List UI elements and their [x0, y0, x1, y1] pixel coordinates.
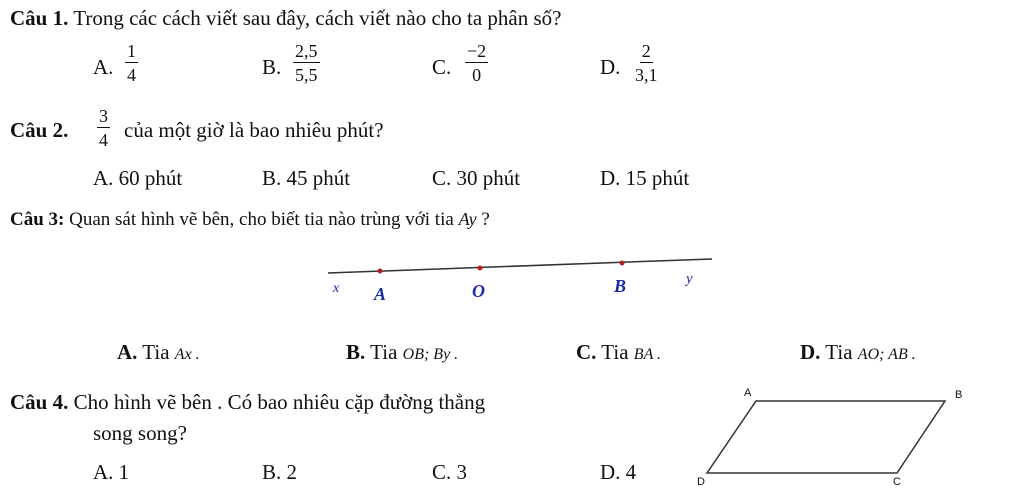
- fraction-numerator: 3: [99, 106, 108, 126]
- q3-fig-b-label: B: [614, 276, 627, 296]
- q3-option-c-letter: C.: [576, 340, 597, 364]
- q3-ray: Ay: [458, 209, 477, 229]
- q3-fig-a-label: A: [374, 284, 387, 304]
- q4-label: Câu 4.: [10, 390, 69, 414]
- q3-label: Câu 3:: [10, 209, 65, 230]
- q3-option-b-word: Tia: [370, 340, 398, 364]
- q4-parallelogram: [707, 401, 945, 473]
- q3-option-c-answer: BA .: [633, 346, 662, 363]
- fraction-numerator: −2: [467, 41, 487, 61]
- q2-label: Câu 2.: [10, 118, 69, 142]
- q1-label: Câu 1.: [10, 6, 69, 30]
- q4-fig-c-label: C: [893, 476, 901, 488]
- q4-fig-a-label: A: [744, 387, 752, 399]
- q3-qmark: ?: [481, 209, 490, 230]
- q3-fig-x-label: x: [333, 281, 340, 296]
- q2-option-d: D. 15 phút: [600, 166, 690, 190]
- fraction-numerator: 2: [641, 41, 651, 61]
- q3-option-d-word: Tia: [825, 340, 853, 364]
- fraction-denominator: 3,1: [635, 65, 658, 85]
- q4-option-a: A. 1: [93, 460, 130, 484]
- q1-option-d-letter: D.: [600, 55, 621, 79]
- fraction-numerator: 2,5: [295, 41, 318, 61]
- q4-option-d: D. 4: [600, 460, 637, 484]
- q4-fig-b-label: B: [955, 389, 963, 401]
- fraction-denominator: 4: [99, 130, 108, 150]
- q4-option-c: C. 3: [432, 460, 468, 484]
- q4-fig-d-label: D: [697, 476, 705, 488]
- q3-option-a-answer: Ax .: [174, 346, 200, 363]
- q3-option-c-word: Tia: [601, 340, 629, 364]
- fraction-denominator: 5,5: [295, 65, 318, 85]
- q3-fig-o-label: O: [472, 281, 485, 301]
- q3-option-d-answer: AO; AB .: [857, 346, 916, 363]
- q4-option-b: B. 2: [262, 460, 298, 484]
- q1-option-c-letter: C.: [432, 55, 452, 79]
- q2-option-b: B. 45 phút: [262, 166, 351, 190]
- fraction-numerator: 1: [127, 41, 136, 61]
- q1-option-b-letter: B.: [262, 55, 282, 79]
- q2-option-a: A. 60 phút: [93, 166, 183, 190]
- q3-option-a-word: Tia: [142, 340, 170, 364]
- q2-option-c: C. 30 phút: [432, 166, 521, 190]
- q4-text-line2: song song?: [93, 421, 187, 445]
- fraction-denominator: 0: [472, 65, 482, 85]
- q4-text-line1: Cho hình vẽ bên . Có bao nhiêu cặp đường thẳng: [73, 390, 486, 414]
- q3-option-a-letter: A.: [117, 340, 138, 364]
- q1-text: Trong các cách viết sau đây, cách viết nào cho ta phân số?: [73, 6, 562, 30]
- fraction-denominator: 4: [127, 65, 136, 85]
- q3-fig-y-label: y: [686, 271, 693, 287]
- q1-option-a-letter: A.: [93, 55, 114, 79]
- q2-text: của một giờ là bao nhiêu phút?: [124, 118, 384, 142]
- q3-option-b-answer: OB; By .: [402, 346, 459, 363]
- q3-option-d-letter: D.: [800, 340, 821, 364]
- q3-text: Quan sát hình vẽ bên, cho biết tia nào trùng với tia: [69, 209, 454, 230]
- q3-option-b-letter: B.: [346, 340, 366, 364]
